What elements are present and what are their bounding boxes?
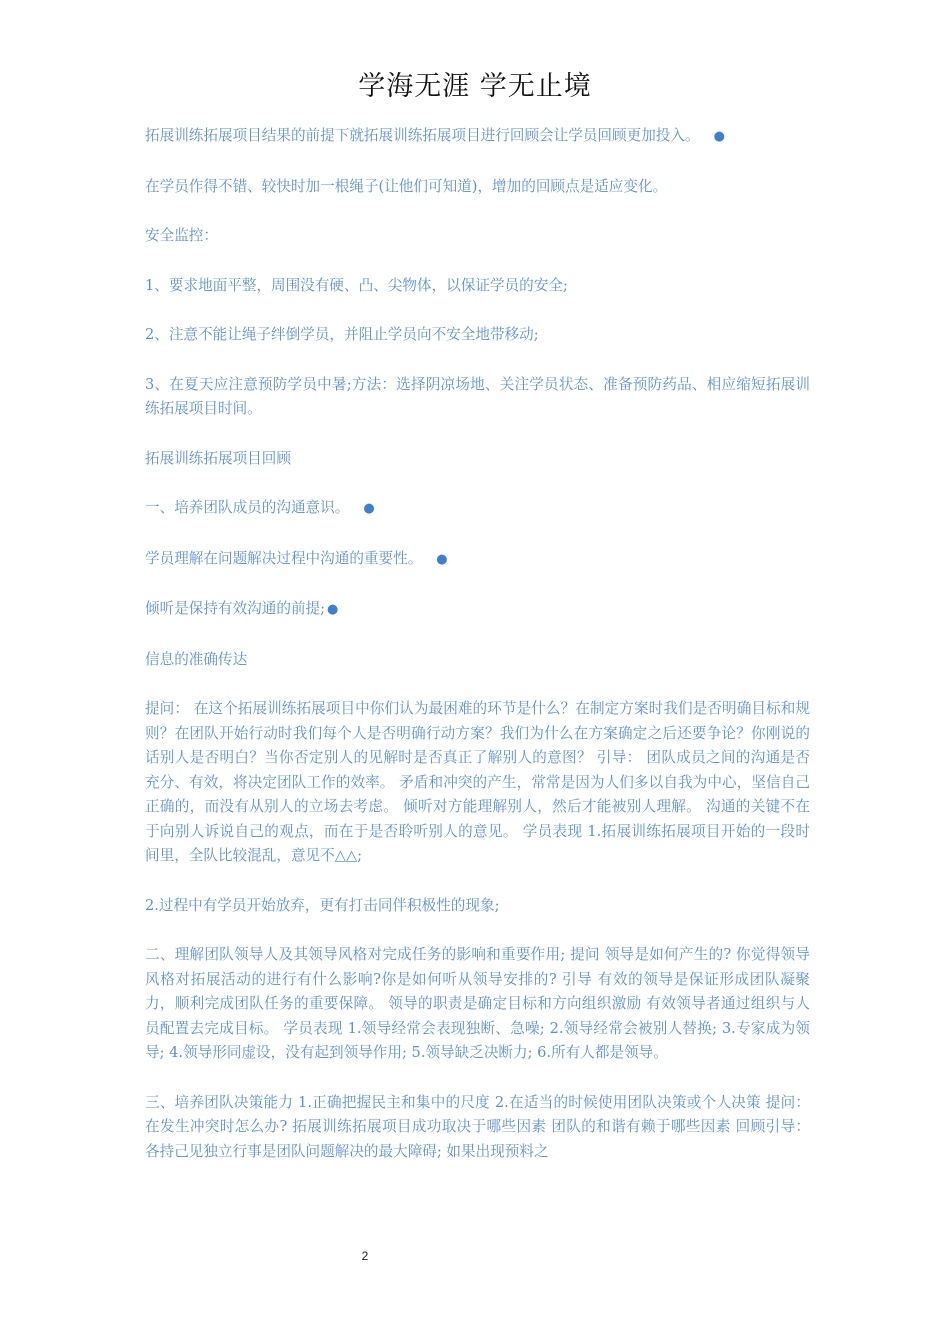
document-body xyxy=(145,124,810,1164)
paragraph-text: 学员理解在问题解决过程中沟通的重要性。 xyxy=(145,549,423,567)
bullet-icon: ● xyxy=(436,551,448,567)
bullet-icon: ● xyxy=(327,602,339,617)
paragraph-text: 倾听是保持有效沟通的前提; xyxy=(145,600,326,617)
paragraph: 二、理解团队领导人及其领导风格对完成任务的影响和重要作用; 提问 领导是如何产生的? 你觉得领导风格对拓展活动的进行有什么影响?你是如何听从领导安排的? 引导 有效的领导是保证形成团队凝聚力，顺利完成团队任务的重要保障。 领导的职责是确定目标和方向组织激励 有效领导者通过组织与人员配置去完成目标。 学员表现 1.领导经常会表现独断、急噪; 2.领导经常会被别人替换; 3.专家成为领导; 4.领导形同虚设，没有起到领导作用; 5.领导缺乏决断力; 6.所有人都是领导。 xyxy=(145,946,810,1061)
paragraph: 在学员作得不错、较快时加一根绳子(让他们可知道)，增加的回顾点是适应变化。 xyxy=(145,177,668,195)
list-item: 2、注意不能让绳子绊倒学员，并阻止学员向不安全地带移动; xyxy=(145,326,539,343)
list-item: 1、要求地面平整，周围没有硬、凸、尖物体，以保证学员的安全; xyxy=(145,276,568,294)
paragraph xyxy=(145,124,810,150)
paragraph: 2.过程中有学员开始放弃，更有打击同伴积极性的现象; xyxy=(145,896,500,914)
paragraph xyxy=(145,597,810,623)
paragraph: 提问： 在这个拓展训练拓展项目中你们认为最困难的环节是什么？在制定方案时我们是否明确目标和规则？在团队开始行动时我们每个人是否明确行动方案？我们为什么在方案确定之后还要争论？你刚说的话别人是否明白？当你否定别人的见解时是否真正了解别人的意图？ 引导： 团队成员之间的沟通是否充分、有效，将决定团队工作的效率。 矛盾和冲突的产生，常常是因为人们多以自我为中心，坚信自己正确的，而没有从别人的立场去考虑。 倾听对方能理解别人，然后才能被别人理解。 沟通的关键不在于向别人诉说自己的观点，而在于是否聆听别人的意见。 学员表现 1.拓展训练拓展项目开始的一段时间里，全队比较混乱，意见不△△; xyxy=(145,700,810,864)
paragraph-text: 拓展训练拓展项目结果的前提下就拓展训练拓展项目进行回顾会让学员回顾更加投入。 xyxy=(145,127,700,144)
list-item: 3、在夏天应注意预防学员中暑;方法：选择阴凉场地、关注学员状态、准备预防药品、相应缩短拓展训练拓展项目时间。 xyxy=(145,375,810,417)
section-heading: 拓展训练拓展项目回顾 xyxy=(145,449,291,467)
page-number: 2 xyxy=(361,1249,369,1263)
page-header-title: 学海无涯 学无止境 xyxy=(358,71,592,102)
bullet-icon: ● xyxy=(363,501,375,516)
section-label: 安全监控： xyxy=(145,227,218,244)
paragraph-text: 一、培养团队成员的沟通意识。 xyxy=(145,499,350,516)
bullet-icon: ● xyxy=(713,129,725,144)
paragraph xyxy=(145,547,810,573)
paragraph: 三、培养团队决策能力 1.正确把握民主和集中的尺度 2.在适当的时候使用团队决策或个人决策 提问：在发生冲突时怎么办? 拓展训练拓展项目成功取决于哪些因素 团队的和谐有赖于哪些因素 回顾引导： 各持己见独立行事是团队问题解决的最大障碍; 如果出现预料之 xyxy=(145,1093,810,1160)
paragraph: 信息的准确传达 xyxy=(145,650,248,668)
paragraph xyxy=(145,496,810,522)
